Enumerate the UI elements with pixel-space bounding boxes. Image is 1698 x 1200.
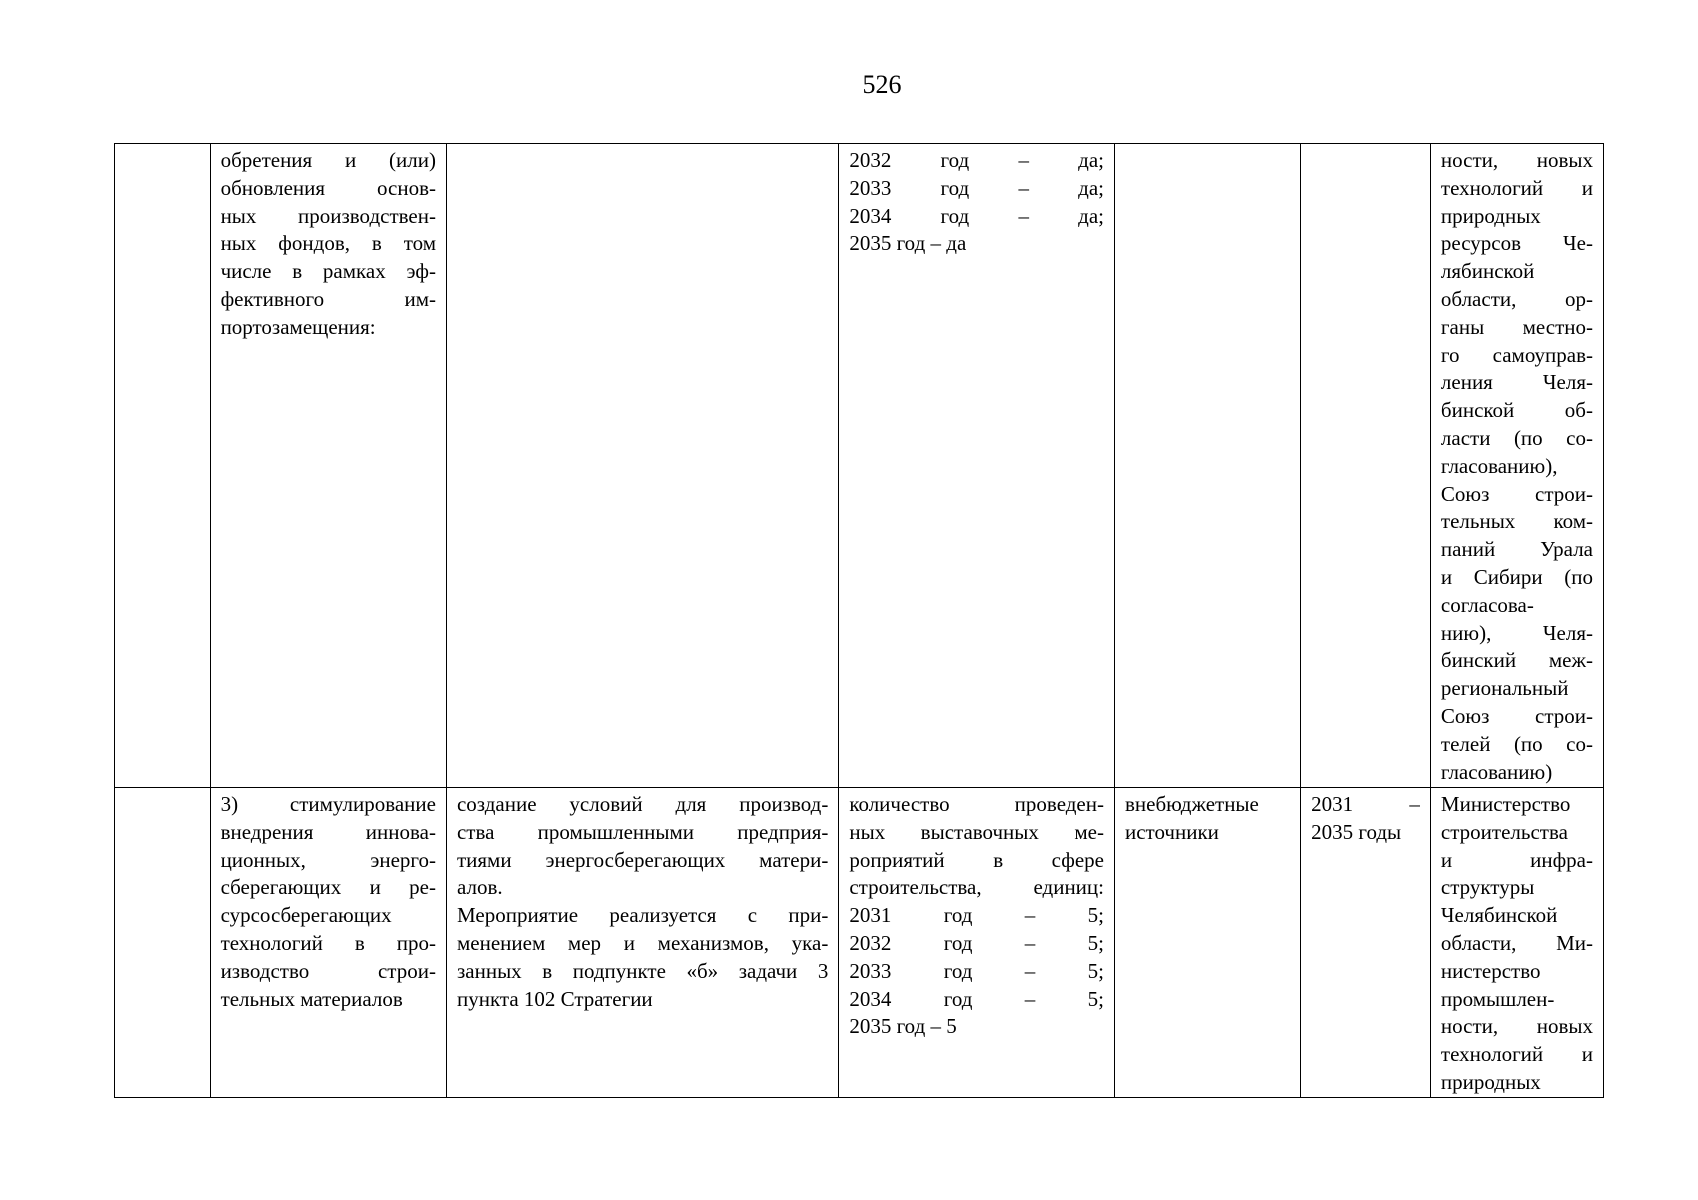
cell-line: строительства bbox=[1440, 819, 1568, 844]
cell-line: и инфра- bbox=[1440, 847, 1593, 872]
cell-line: сурсосберегающих bbox=[220, 903, 392, 928]
cell-line: внебюджетные bbox=[1125, 792, 1259, 816]
cell-line: строительства, единиц: bbox=[849, 875, 1104, 900]
cell-period bbox=[1301, 788, 1431, 1098]
cell-line: нию), Челя- bbox=[1440, 620, 1593, 645]
cell-indicator bbox=[839, 788, 1115, 1098]
cell-line: гласованию), bbox=[1440, 453, 1558, 478]
cell-line: структуры bbox=[1440, 875, 1535, 900]
cell-line: пункта 102 Стратегии bbox=[456, 986, 653, 1011]
cell-description bbox=[446, 788, 838, 1098]
cell-line: обретения и (или) bbox=[220, 148, 436, 172]
cell-number bbox=[115, 788, 211, 1098]
cell-line: тельных материалов bbox=[220, 986, 403, 1011]
cell-responsible bbox=[1430, 788, 1603, 1098]
cell-line: занных в подпункте «б» задачи 3 bbox=[456, 958, 829, 983]
cell-line: ности, новых bbox=[1440, 1014, 1593, 1039]
table-row bbox=[115, 788, 1604, 1098]
cell-period bbox=[1301, 144, 1431, 788]
cell-line: ресурсов Че- bbox=[1440, 231, 1593, 256]
cell-line: согласова- bbox=[1440, 592, 1534, 617]
cell-line: Челябинской bbox=[1440, 903, 1558, 928]
cell-description bbox=[446, 144, 838, 788]
cell-line: Мероприятие реализуется с при- bbox=[456, 903, 829, 928]
cell-line: ных фондов, в том bbox=[220, 231, 436, 256]
cell-line: 2033 год – да; bbox=[849, 175, 1104, 200]
cell-line: 2031 – bbox=[1311, 792, 1420, 816]
cell-line: ных выставочных ме- bbox=[849, 819, 1104, 844]
cell-funding bbox=[1115, 788, 1301, 1098]
cell-line: 2033 год – 5; bbox=[849, 958, 1104, 983]
cell-line: 2032 год – да; bbox=[849, 148, 1104, 172]
cell-line: роприятий в сфере bbox=[849, 847, 1104, 872]
cell-line: 2032 год – 5; bbox=[849, 930, 1104, 955]
cell-line: 2035 год – да bbox=[849, 231, 967, 256]
cell-task bbox=[210, 788, 446, 1098]
page-number: 526 bbox=[862, 70, 902, 99]
cell-line: природных bbox=[1440, 203, 1541, 228]
cell-line: алов. bbox=[456, 875, 503, 900]
cell-line: внедрения иннова- bbox=[220, 819, 436, 844]
cell-line: технологий и bbox=[1440, 1042, 1593, 1067]
cell-line: 2035 годы bbox=[1311, 819, 1402, 844]
cell-line: сберегающих и ре- bbox=[220, 875, 436, 900]
document-table bbox=[114, 143, 1604, 1098]
cell-line: 2034 год – 5; bbox=[849, 986, 1104, 1011]
cell-line: тиями энергосберегающих матери- bbox=[456, 847, 829, 872]
cell-line: ных производствен- bbox=[220, 203, 436, 228]
cell-line: ства промышленными предприя- bbox=[456, 819, 829, 844]
cell-number bbox=[115, 144, 211, 788]
cell-line: 3) стимулирование bbox=[220, 792, 436, 816]
cell-line: природных bbox=[1440, 1069, 1541, 1094]
cell-line: региональный bbox=[1440, 676, 1569, 701]
cell-line: менением мер и механизмов, ука- bbox=[456, 930, 829, 955]
cell-line: создание условий для производ- bbox=[456, 792, 829, 816]
cell-line: области, ор- bbox=[1440, 286, 1593, 311]
cell-line: паний Урала bbox=[1440, 537, 1593, 562]
cell-line: ласти (по со- bbox=[1440, 425, 1593, 450]
cell-line: бинский меж- bbox=[1440, 648, 1593, 673]
cell-line: нистерство bbox=[1440, 958, 1541, 983]
cell-responsible bbox=[1430, 144, 1603, 788]
cell-line: области, Ми- bbox=[1440, 930, 1593, 955]
cell-line: 2031 год – 5; bbox=[849, 903, 1104, 928]
cell-line: обновления основ- bbox=[220, 175, 436, 200]
cell-line: 2034 год – да; bbox=[849, 203, 1104, 228]
cell-line: промышлен- bbox=[1440, 986, 1555, 1011]
cell-line: Министерство bbox=[1440, 792, 1571, 816]
cell-funding bbox=[1115, 144, 1301, 788]
cell-line: и Сибири (по bbox=[1440, 564, 1593, 589]
cell-task bbox=[210, 144, 446, 788]
cell-line: 2035 год – 5 bbox=[849, 1014, 957, 1039]
cell-line: телей (по со- bbox=[1440, 731, 1593, 756]
cell-line: го самоуправ- bbox=[1440, 342, 1593, 367]
cell-line: ности, новых bbox=[1440, 148, 1593, 172]
cell-line: ганы местно- bbox=[1440, 314, 1593, 339]
cell-line: числе в рамках эф- bbox=[220, 259, 436, 284]
cell-line: изводство строи- bbox=[220, 958, 436, 983]
cell-line: гласованию) bbox=[1440, 759, 1553, 784]
cell-line: бинской об- bbox=[1440, 398, 1593, 423]
cell-line: Союз строи- bbox=[1440, 481, 1593, 506]
cell-line: тельных ком- bbox=[1440, 509, 1593, 534]
cell-line: лябинской bbox=[1440, 259, 1535, 284]
cell-line: количество проведен- bbox=[849, 792, 1104, 816]
cell-line: технологий и bbox=[1440, 175, 1593, 200]
cell-indicator bbox=[839, 144, 1115, 788]
cell-line: источники bbox=[1125, 819, 1219, 844]
cell-line: ления Челя- bbox=[1440, 370, 1593, 395]
cell-line: технологий в про- bbox=[220, 930, 436, 955]
cell-line: Союз строи- bbox=[1440, 703, 1593, 728]
table-row bbox=[115, 144, 1604, 788]
cell-line: фективного им- bbox=[220, 286, 436, 311]
cell-line: ционных, энерго- bbox=[220, 847, 436, 872]
cell-line: портозамещения: bbox=[220, 314, 376, 339]
